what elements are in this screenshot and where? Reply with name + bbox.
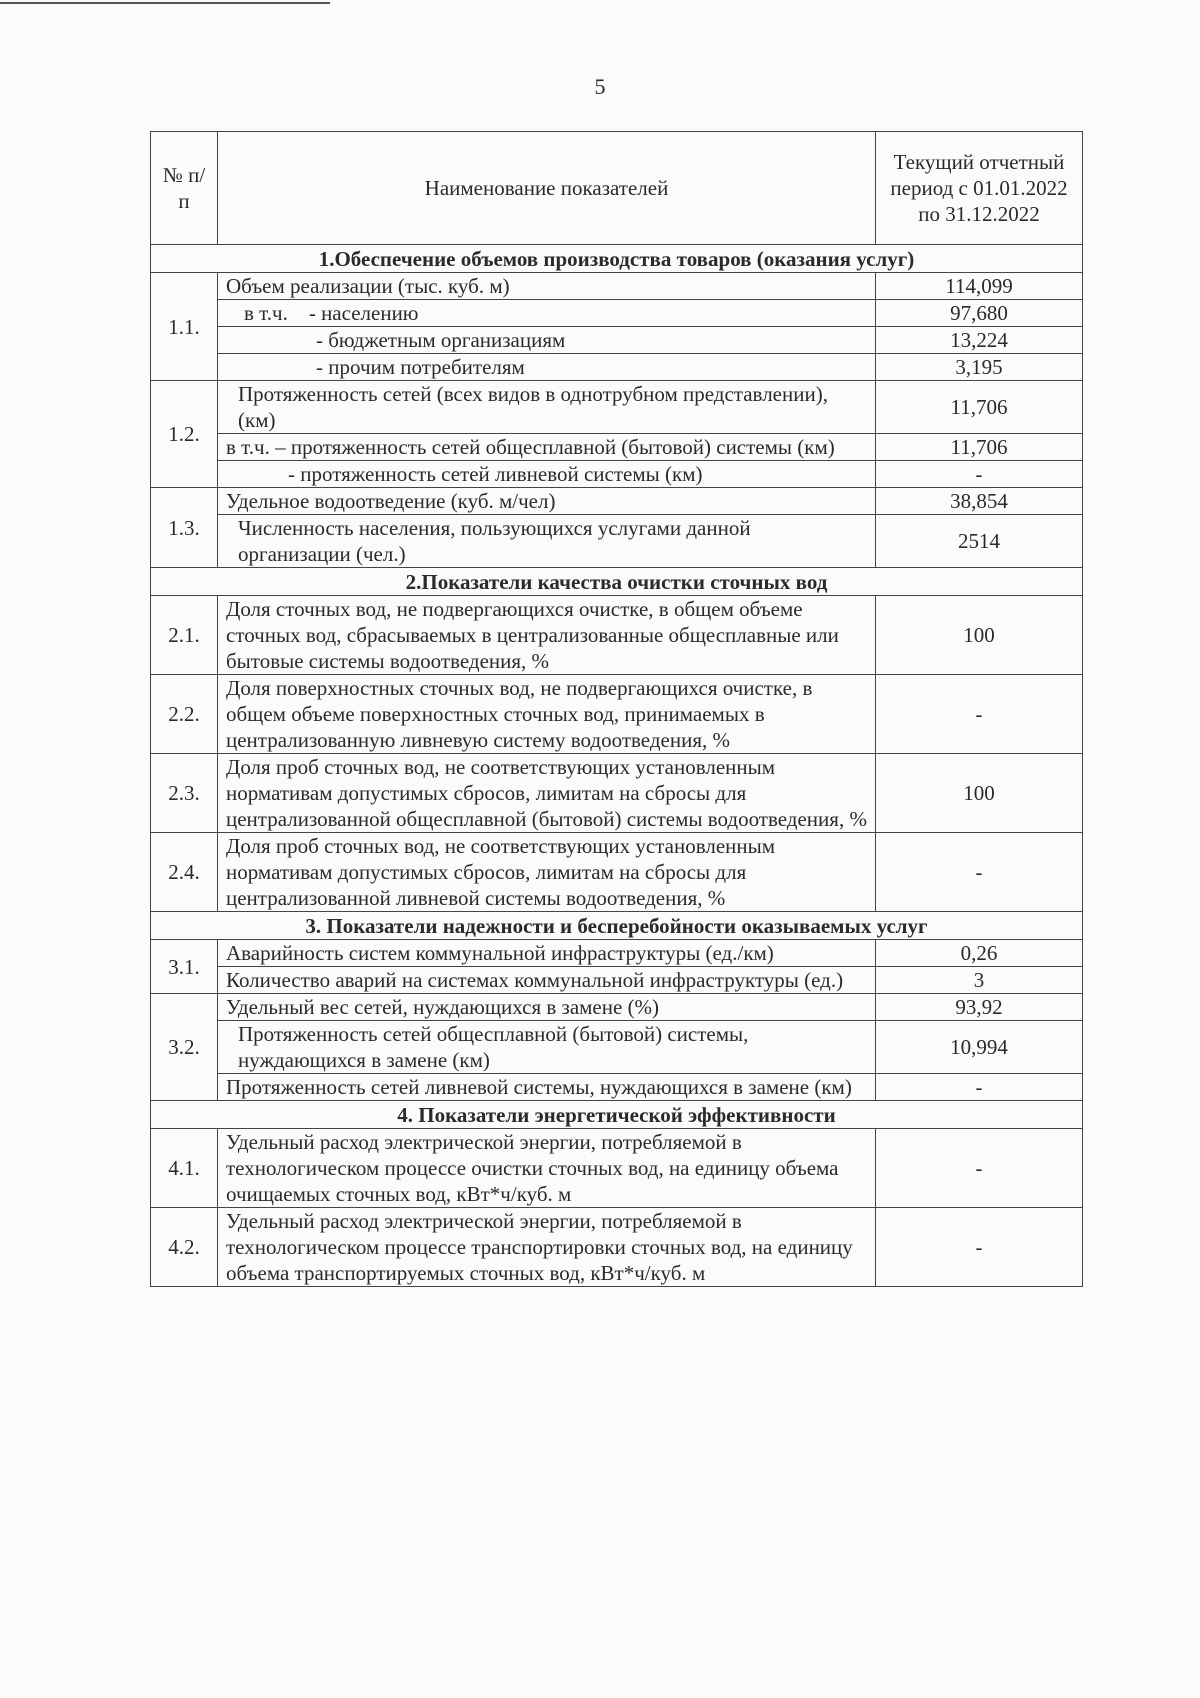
section-title: 4. Показатели энергетической эффективности	[151, 1101, 1083, 1129]
indicator-value: -	[876, 833, 1083, 912]
section-title: 3. Показатели надежности и бесперебойности оказываемых услуг	[151, 912, 1083, 940]
row-number: 2.1.	[151, 596, 218, 675]
indicator-value: -	[876, 1074, 1083, 1101]
section-row	[151, 568, 1083, 596]
table-row	[151, 461, 1083, 488]
indicator-name: Объем реализации (тыс. куб. м)	[218, 273, 876, 300]
indicator-value: 3	[876, 967, 1083, 994]
indicator-value: 11,706	[876, 381, 1083, 434]
table-row	[151, 940, 1083, 967]
table-row	[151, 754, 1083, 833]
indicator-value: -	[876, 1129, 1083, 1208]
indicator-name: Аварийность систем коммунальной инфраструктуры (ед./км)	[218, 940, 876, 967]
indicator-name: Протяженность сетей общесплавной (бытовой) системы, нуждающихся в замене (км)	[218, 1021, 876, 1074]
indicator-value: 93,92	[876, 994, 1083, 1021]
indicator-value: 11,706	[876, 434, 1083, 461]
table-row	[151, 488, 1083, 515]
top-rule	[0, 2, 330, 4]
table-header-row	[151, 132, 1083, 245]
indicator-name: - бюджетным организациям	[218, 327, 876, 354]
table-row	[151, 1021, 1083, 1074]
indicator-name: Удельное водоотведение (куб. м/чел)	[218, 488, 876, 515]
indicator-value: 100	[876, 754, 1083, 833]
indicator-value: 97,680	[876, 300, 1083, 327]
table-row	[151, 1074, 1083, 1101]
row-number: 3.1.	[151, 940, 218, 994]
row-number: 1.3.	[151, 488, 218, 568]
indicator-value: 100	[876, 596, 1083, 675]
table-row	[151, 327, 1083, 354]
table-row	[151, 994, 1083, 1021]
indicator-value: -	[876, 675, 1083, 754]
row-number: 4.1.	[151, 1129, 218, 1208]
indicator-value: 0,26	[876, 940, 1083, 967]
table-row	[151, 675, 1083, 754]
indicator-name: Доля проб сточных вод, не соответствующих установленным нормативам допустимых сбросов, лимитам на сбросы для централизованной ливневой системы водоотведения, %	[218, 833, 876, 912]
indicator-name: Удельный расход электрической энергии, потребляемой в технологическом процессе транспортировки сточных вод, на единицу объема транспортируемых сточных вод, кВт*ч/куб. м	[218, 1208, 876, 1287]
section-row	[151, 245, 1083, 273]
row-number: 2.4.	[151, 833, 218, 912]
indicator-name: Протяженность сетей ливневой системы, нуждающихся в замене (км)	[218, 1074, 876, 1101]
row-number: 2.3.	[151, 754, 218, 833]
table-row	[151, 1129, 1083, 1208]
indicators-table	[150, 131, 1083, 1287]
indicator-name: Численность населения, пользующихся услугами данной организации (чел.)	[218, 515, 876, 568]
indicator-name: Доля проб сточных вод, не соответствующих установленным нормативам допустимых сбросов, лимитам на сбросы для централизованной общесплавной (бытовой) системы водоотведения, %	[218, 754, 876, 833]
indicator-value: -	[876, 461, 1083, 488]
indicator-name: в т.ч. - населению	[218, 300, 876, 327]
indicator-name: Количество аварий на системах коммунальной инфраструктуры (ед.)	[218, 967, 876, 994]
section-row	[151, 1101, 1083, 1129]
indicator-name: Протяженность сетей (всех видов в однотрубном представлении), (км)	[218, 381, 876, 434]
header-num: № п/п	[151, 132, 218, 245]
row-number: 1.1.	[151, 273, 218, 381]
section-row	[151, 912, 1083, 940]
header-period: Текущий отчетный период с 01.01.2022 по 31.12.2022	[876, 132, 1083, 245]
table-row	[151, 967, 1083, 994]
header-name: Наименование показателей	[218, 132, 876, 245]
section-title: 1.Обеспечение объемов производства товаров (оказания услуг)	[151, 245, 1083, 273]
table-row	[151, 300, 1083, 327]
indicator-value: 13,224	[876, 327, 1083, 354]
indicator-name: Доля сточных вод, не подвергающихся очистке, в общем объеме сточных вод, сбрасываемых в централизованные общесплавные или бытовые системы водоотведения, %	[218, 596, 876, 675]
indicator-name: Доля поверхностных сточных вод, не подвергающихся очистке, в общем объеме поверхностных сточных вод, принимаемых в централизованную ливневую систему водоотведения, %	[218, 675, 876, 754]
table-row	[151, 273, 1083, 300]
indicator-name: Удельный расход электрической энергии, потребляемой в технологическом процессе очистки сточных вод, на единицу объема очищаемых сточных вод, кВт*ч/куб. м	[218, 1129, 876, 1208]
table-row	[151, 381, 1083, 434]
table-row	[151, 515, 1083, 568]
indicator-value: -	[876, 1208, 1083, 1287]
row-number: 2.2.	[151, 675, 218, 754]
row-number: 3.2.	[151, 994, 218, 1101]
indicator-value: 2514	[876, 515, 1083, 568]
table-row	[151, 1208, 1083, 1287]
table-row	[151, 434, 1083, 461]
row-number: 4.2.	[151, 1208, 218, 1287]
indicator-name: Удельный вес сетей, нуждающихся в замене (%)	[218, 994, 876, 1021]
table-row	[151, 354, 1083, 381]
indicator-value: 38,854	[876, 488, 1083, 515]
page-number: 5	[594, 74, 606, 99]
row-number: 1.2.	[151, 381, 218, 488]
table-row	[151, 596, 1083, 675]
indicator-value: 114,099	[876, 273, 1083, 300]
indicator-name: в т.ч. – протяженность сетей общесплавной (бытовой) системы (км)	[218, 434, 876, 461]
indicator-value: 3,195	[876, 354, 1083, 381]
indicator-name: - протяженность сетей ливневой системы (км)	[218, 461, 876, 488]
indicator-value: 10,994	[876, 1021, 1083, 1074]
table-row	[151, 833, 1083, 912]
indicator-name: - прочим потребителям	[218, 354, 876, 381]
section-title: 2.Показатели качества очистки сточных вод	[151, 568, 1083, 596]
